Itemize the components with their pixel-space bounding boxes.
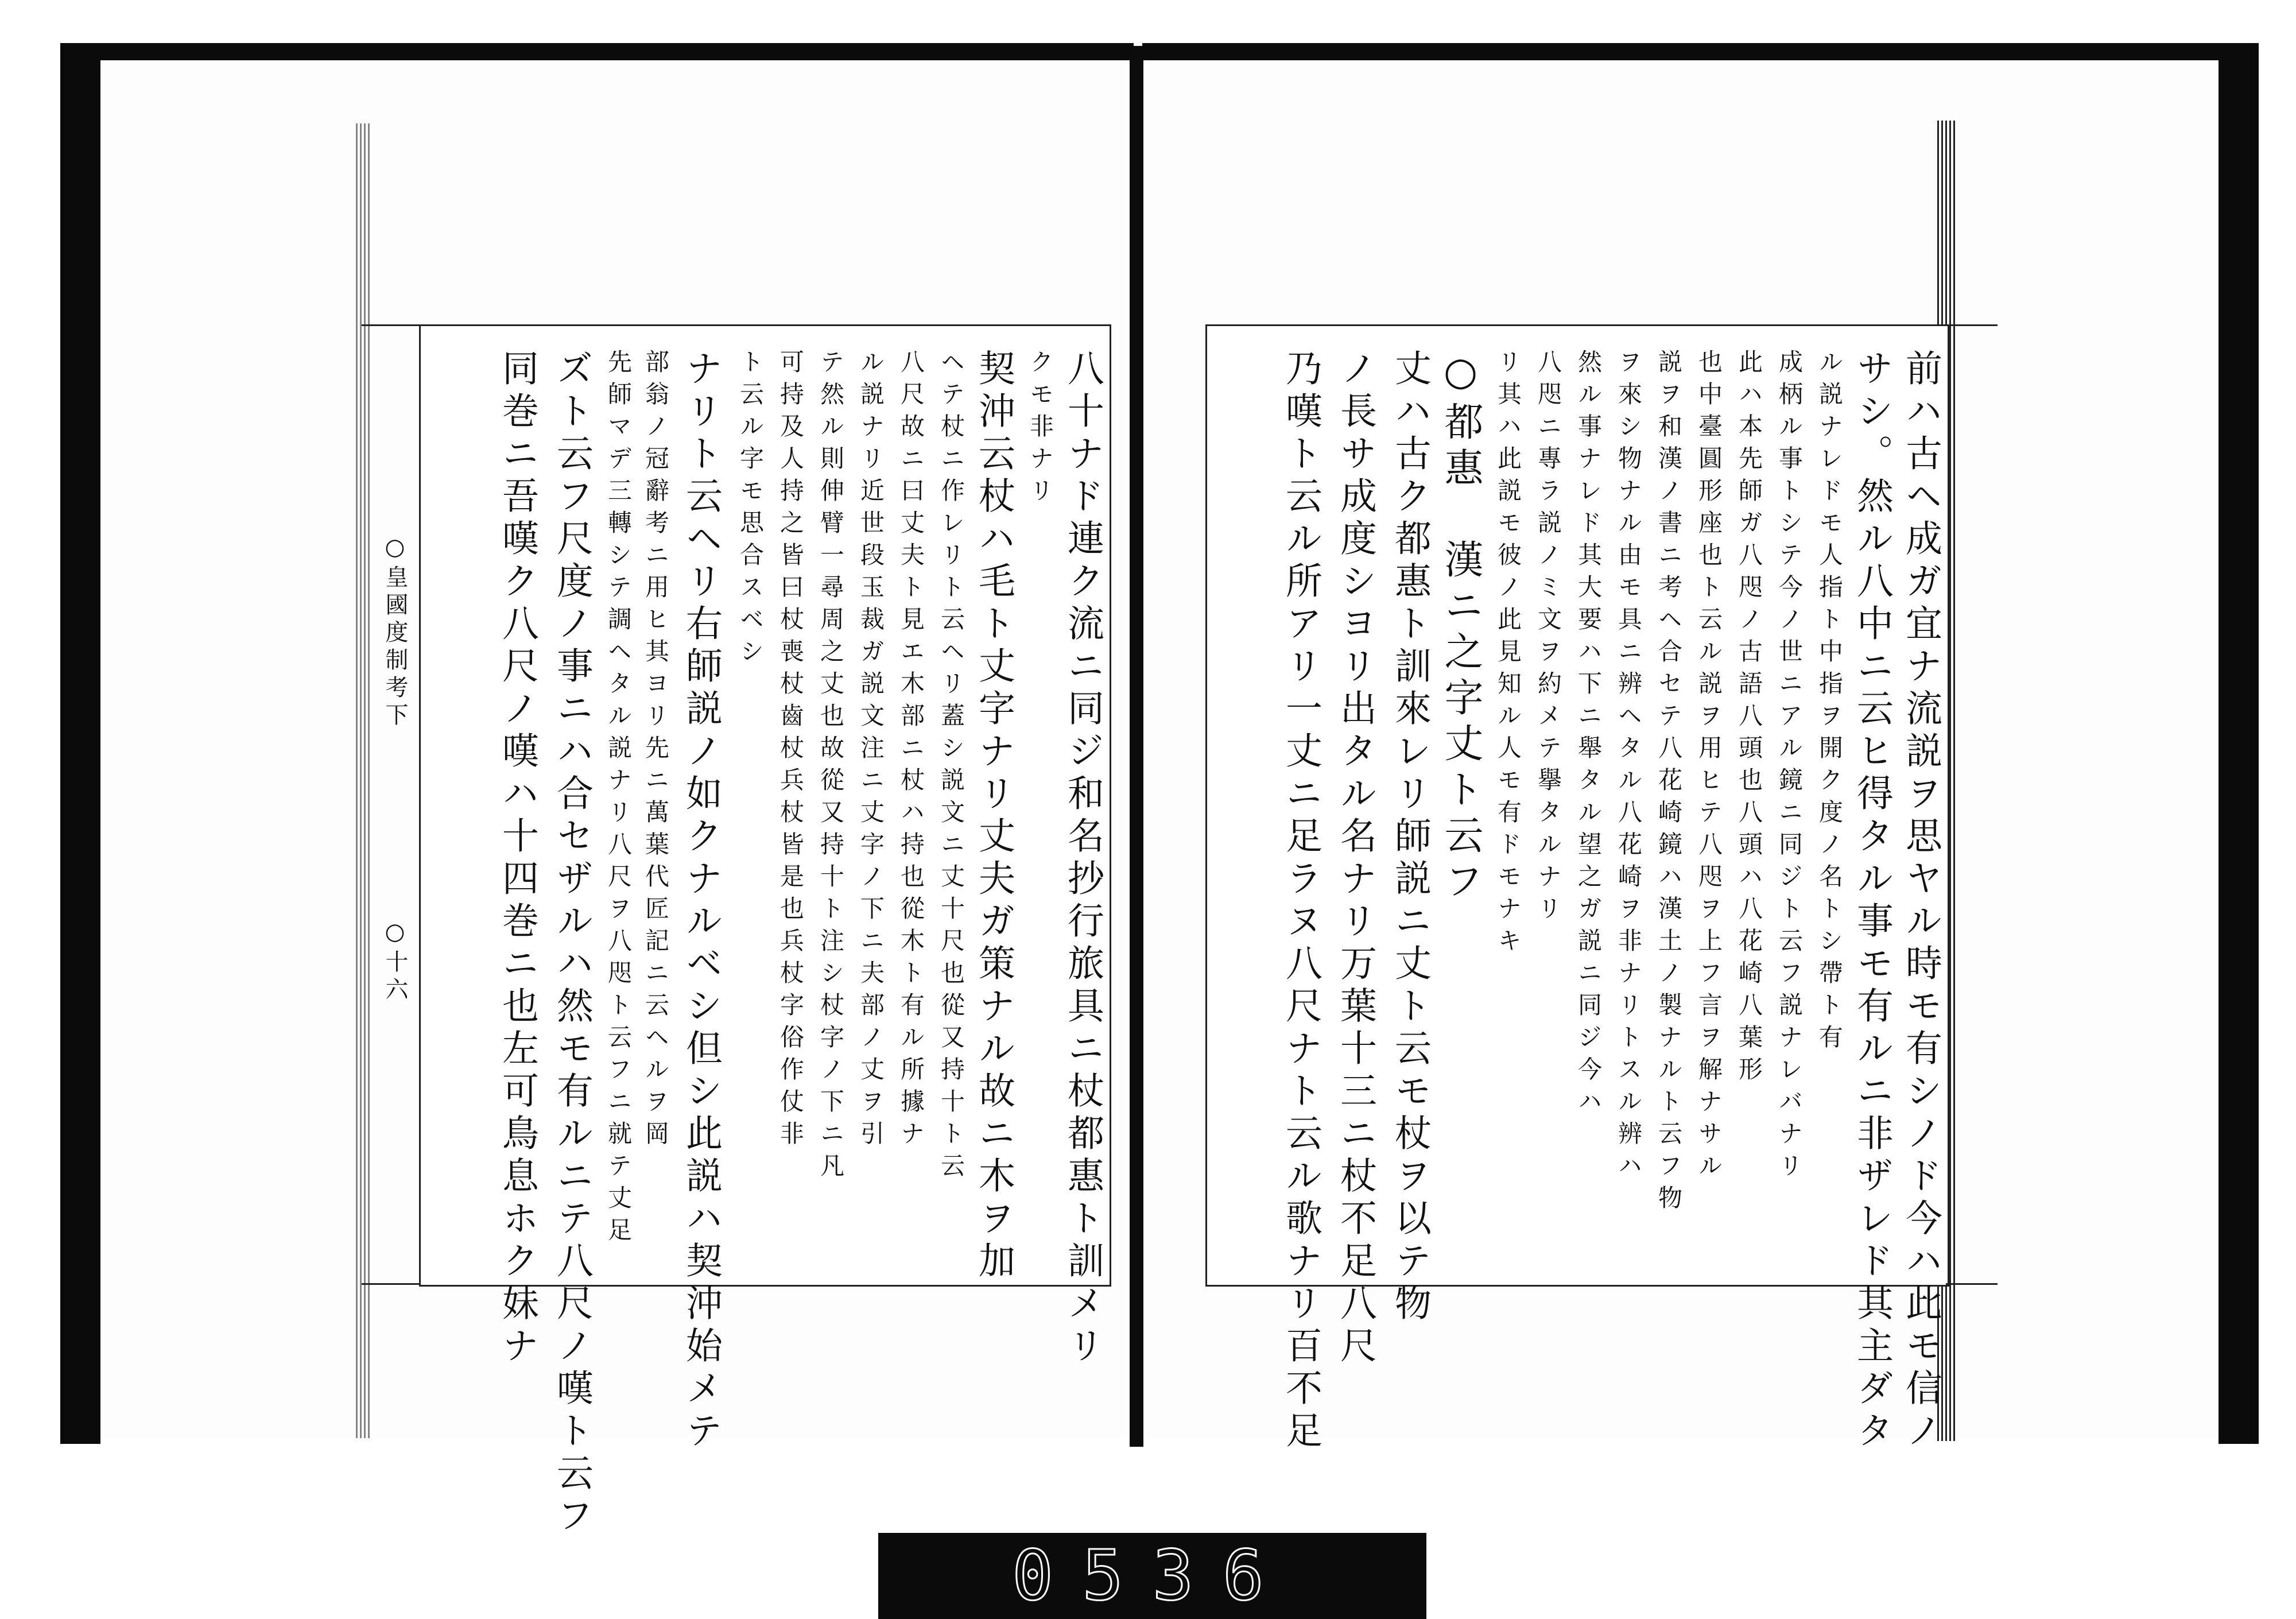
scan-border-top-right (1142, 43, 2259, 60)
right-col-4: 成柄ル事トシテ今ノ世ニアル鏡ニ同ジト云フ説ナレバナリ (1775, 349, 1804, 1185)
left-col-14: 同巻ニ吾嘆ク八尺ノ嘆ハ十四巻ニ也左可鳥息ホク妹ナ (496, 349, 538, 1369)
left-col-5: 八尺故ニ曰丈夫ト見エ木部ニ杖ハ持也從木ト有ル所據ナ (897, 349, 925, 1153)
left-page-edge (356, 123, 370, 1438)
left-col-9: ト云ル字モ思合スベシ (736, 349, 765, 671)
right-col-11: リ其ハ此説モ彼ノ此見知ル人モ有ドモナキ (1494, 349, 1522, 960)
frame-id-label: 0536 (878, 1533, 1426, 1619)
left-col-13: ズト云フ尺度ノ事ニハ合セザルハ然モ有ルニテ八尺ノ嘆ト云フ (550, 349, 593, 1539)
right-col-2: サシ。然ル八中ニ云ヒ得タル事モ有ルニ非ザレド其主ダタ (1851, 349, 1893, 1454)
left-col-10: ナリト云ヘリ右師説ノ如クナルベシ但シ此説ハ契沖始メテ (680, 349, 722, 1454)
right-col-13: 丈ハ古ク都惠ト訓來レリ師説ニ丈ト云モ杖ヲ以テ物 (1389, 349, 1431, 1326)
left-col-12: 先師マデ三轉シテ調ヘタル説ナリ八尺ヲ八咫ト云フニ就テ丈足 (604, 349, 633, 1249)
left-col-2: クモ非ナリ (1026, 349, 1054, 510)
left-text-frame (419, 324, 1111, 1539)
right-margin-rule-top (1946, 324, 1998, 326)
left-col-6: ル説ナリ近世段玉裁ガ説文注ニ丈字ノ下ニ夫部ノ丈ヲ引 (857, 349, 885, 1153)
right-margin-rule-bottom (1946, 1283, 1998, 1285)
left-col-7: テ然ル則伸臂一尋周之丈也故從又持十ト注シ杖字ノ下ニ凡 (817, 349, 845, 1185)
left-col-8: 可持及人持之皆曰杖喪杖齒杖兵杖皆是也兵杖字俗作仗非 (777, 349, 805, 1153)
right-col-1: 前ハ古ヘ成ガ宜ナ流説ヲ思ヤル時モ有シノド今ハ此モ信ノ (1899, 349, 1942, 1454)
left-col-11: 部翁ノ冠辭考ニ用ヒ其ヨリ先ニ萬葉代匠記ニ云ヘルヲ岡 (642, 349, 670, 1153)
right-col-heading: ○都惠 漢ニ之字丈ト云フ (1438, 349, 1483, 907)
right-col-3: ル説ナレドモ人指ト中指ヲ開ク度ノ名トシ帶ト有 (1816, 349, 1844, 1056)
left-margin-rule-bottom (362, 1283, 419, 1285)
left-margin-rule-top (362, 324, 419, 326)
right-col-5: 此ハ本先師ガ八咫ノ古語八頭也八頭ハ八花崎八葉形 (1735, 349, 1763, 1089)
left-col-1: 八十ナド連ク流ニ同ジ和名抄行旅具ニ杖都惠ト訓メリ (1061, 349, 1104, 1369)
right-col-15: 乃嘆ト云ル所アリ一丈ニ足ラヌ八尺ナト云ル歌ナリ百不足 (1279, 349, 1322, 1454)
right-col-8: ヲ來シ物ナル由モ具ニ辨ヘタル八花崎ヲ非ナリトスル辨ハ (1615, 349, 1643, 1185)
right-col-10: 八咫ニ專ラ説ノミ文ヲ約メテ擧タルナリ (1534, 349, 1562, 928)
left-col-3: 契沖云杖ハ毛ト丈字ナリ丈夫ガ策ナル故ニ木ヲ加 (972, 349, 1015, 1284)
right-col-14: ノ長サ成度シヨリ出タル名ナリ万葉十三ニ杖不足八尺 (1334, 349, 1376, 1369)
right-col-7: 説ヲ和漢ノ書ニ考ヘ合セテ八花崎鏡ハ漢土ノ製ナルト云フ物 (1655, 349, 1683, 1217)
page-number: ○十六 (382, 919, 408, 1005)
book-binding (1130, 46, 1143, 1447)
scan-border-right (2219, 43, 2259, 1444)
scan-border-left (60, 43, 100, 1444)
right-col-6: 也中臺圓形座也ト云ル説ヲ用ヒテ八咫ヲ上フ言ヲ解ナサル (1695, 349, 1723, 1185)
right-col-9: 然ル事ナレド其大要ハ下ニ舉タル望之ガ説ニ同ジ今ハ (1574, 349, 1603, 1121)
scan-border-top-left (60, 43, 1134, 60)
left-col-4: ヘテ杖ニ作レリト云ヘリ蓋シ説文ニ丈十尺也從又持十ト云 (937, 349, 965, 1185)
right-text-frame (1205, 324, 1949, 1454)
running-title: ○皇國度制考下 (382, 534, 408, 730)
